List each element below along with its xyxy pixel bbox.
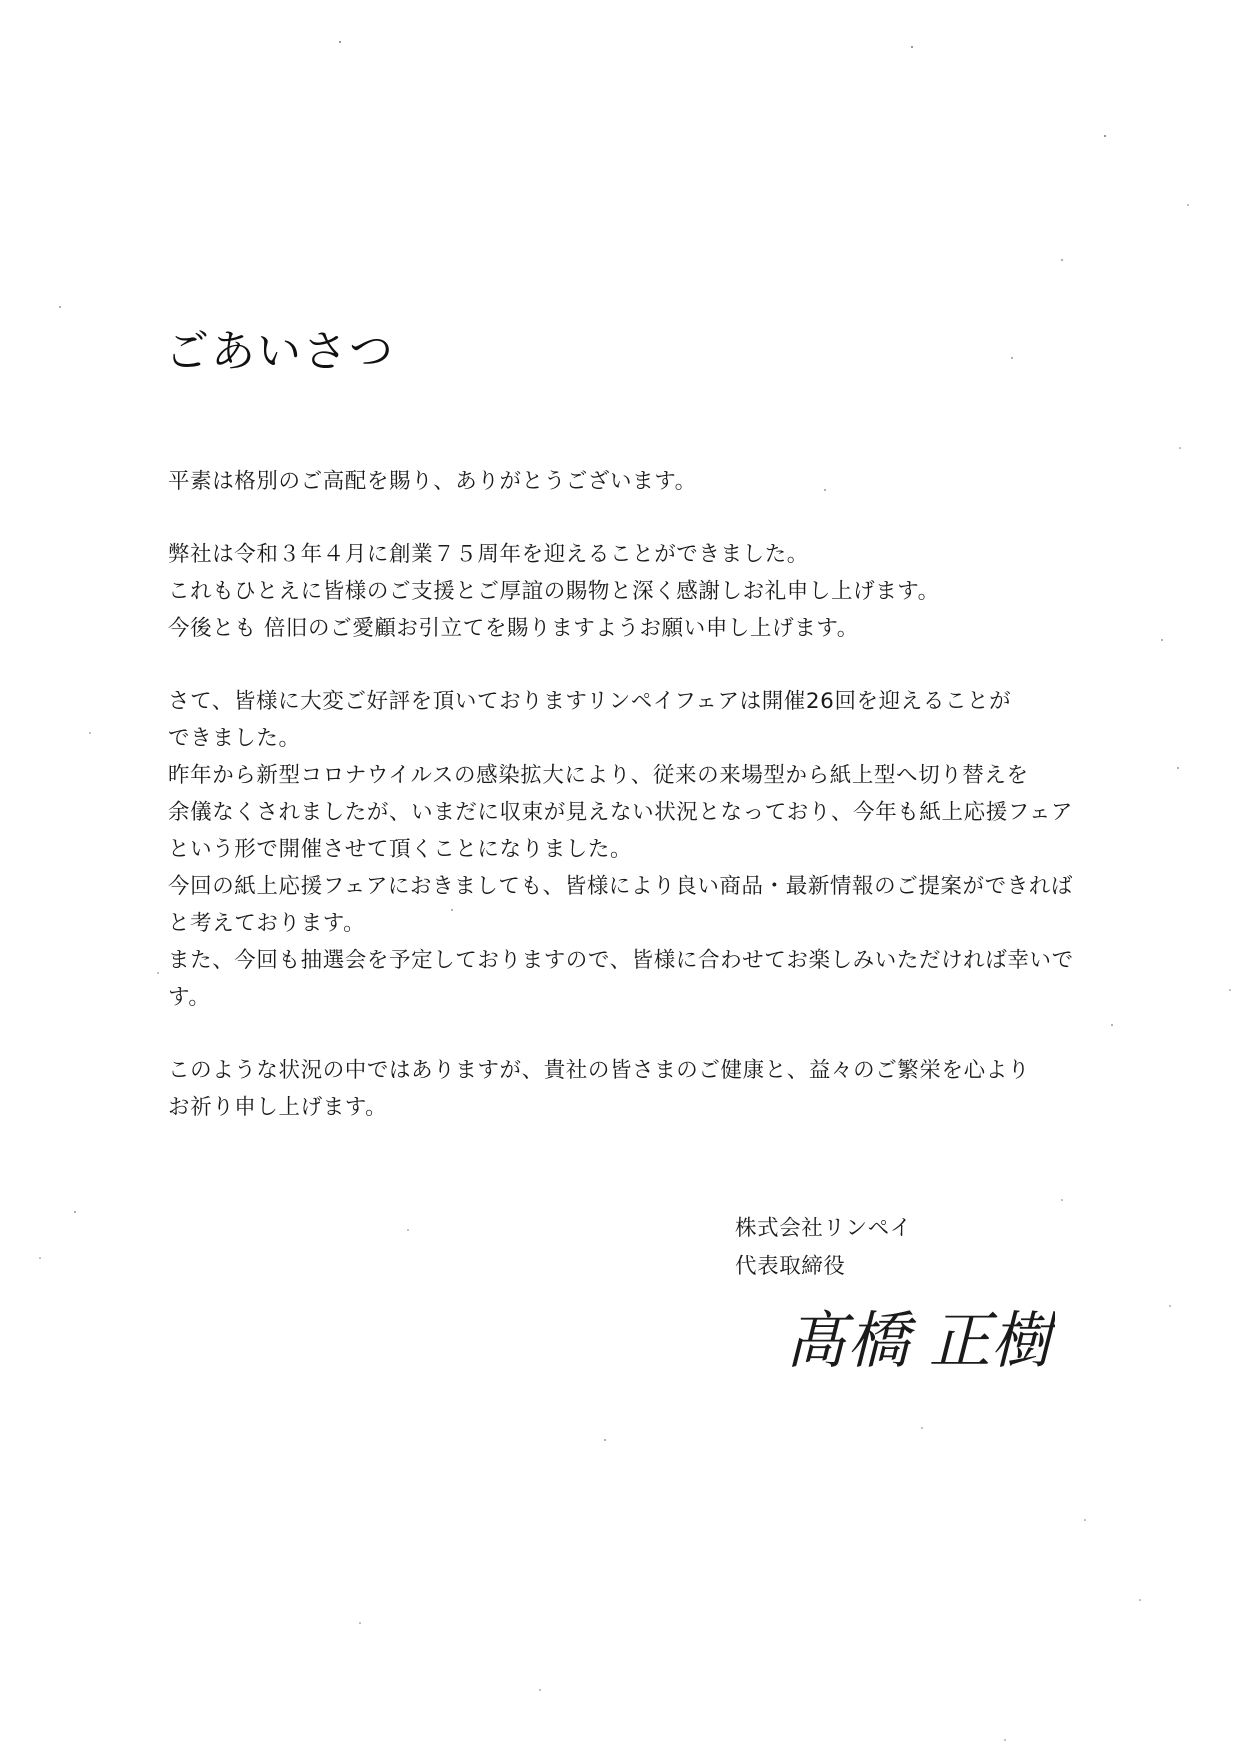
- body-line: 平素は格別のご高配を賜り、ありがとうございます。: [168, 469, 697, 494]
- handwritten-signature: [785, 1290, 1055, 1390]
- body-line: と考えております。: [168, 911, 366, 936]
- company-name: 株式会社リンペイ: [735, 1216, 912, 1241]
- paragraph-gap: [168, 500, 1068, 536]
- signature-block: [735, 1210, 912, 1286]
- body-line: す。: [168, 985, 211, 1010]
- body-line: 今回の紙上応援フェアにおきましても、皆様により良い商品・最新情報のご提案ができれば: [168, 874, 1074, 899]
- body-line: さて、皆様に大変ご好評を頂いておりますリンペイフェアは開催26回を迎えることが: [168, 689, 1012, 714]
- body-line: このような状況の中ではありますが、貴社の皆さまのご健康と、益々のご繁栄を心より: [168, 1058, 1030, 1083]
- signature-text: 髙橋 正樹: [785, 1304, 1053, 1377]
- body-line: できました。: [168, 726, 301, 751]
- body-line: これもひとえに皆様のご支援とご厚誼の賜物と深く感謝しお礼申し上げます。: [168, 579, 940, 604]
- body-line: 弊社は令和３年４月に創業７５周年を迎えることができました。: [168, 542, 809, 567]
- body-line: 余儀なくされましたが、いまだに収束が見えない状況となっており、今年も紙上応援フェア: [168, 800, 1074, 825]
- body-line: という形で開催させて頂くことになりました。: [168, 837, 633, 862]
- paragraph-gap: [168, 1016, 1068, 1052]
- letter-body: [168, 463, 1074, 1126]
- body-line: 今後とも 倍旧のご愛顧お引立てを賜りますようお願い申し上げます。: [168, 616, 859, 641]
- body-line: また、今回も抽選会を予定しておりますので、皆様に合わせてお楽しみいただければ幸いで: [168, 948, 1074, 973]
- page-title: ごあいさつ: [165, 326, 395, 377]
- body-line: お祈り申し上げます。: [168, 1095, 388, 1120]
- paragraph-gap: [168, 647, 1068, 683]
- signer-position: 代表取締役: [735, 1254, 846, 1279]
- body-line: 昨年から新型コロナウイルスの感染拡大により、従来の来場型から紙上型へ切り替えを: [168, 763, 1029, 788]
